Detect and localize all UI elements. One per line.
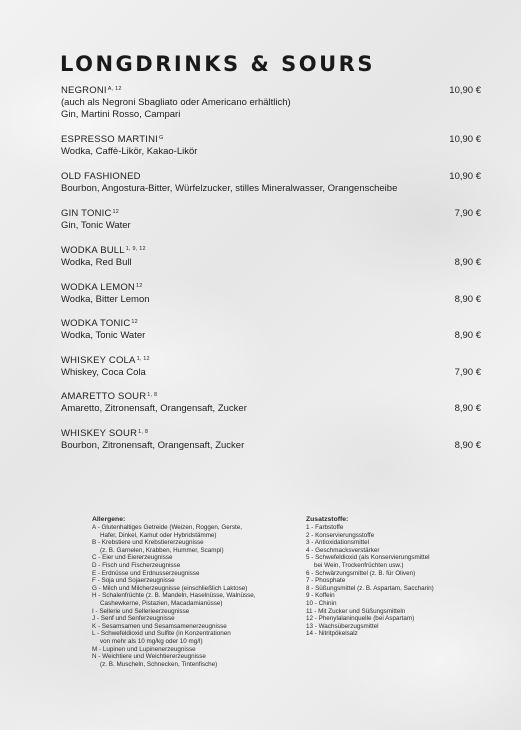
legend-line: (z. B. Muscheln, Schnecken, Tintenfische) — [100, 660, 218, 668]
legend-line: 9 - Koffein — [306, 592, 335, 600]
menu-item — [61, 428, 481, 452]
drink-name: AMARETTO SOUR$^{1, 8}$ — [61, 391, 158, 402]
allergens-legend — [92, 516, 256, 668]
legend-line: bei Wein, Trockenfrüchten usw.) — [314, 562, 404, 570]
drink-name: GIN TONIC$^{12}$ — [61, 208, 120, 219]
additive-codes: 12 — [131, 319, 138, 325]
legend-line: (z. B. Garnelen, Krabben, Hummer, Scampi) — [100, 546, 224, 554]
legend-line: 8 - Süßungsmittel (z. B. Aspartam, Saccharin) — [306, 584, 434, 592]
additive-codes: A, 12 — [107, 86, 122, 92]
legend-line: 6 - Schwärzungsmittel (z. B. für Oliven) — [306, 569, 416, 577]
drink-description: (auch als Negroni Sbagliato oder Americano erhältlich) — [61, 97, 291, 108]
menu-item — [61, 355, 481, 379]
legend-line: F - Soja und Sojaerzeugnisse — [92, 577, 175, 585]
legend-line: G - Milch und Milcherzeugnisse (einschließlich Laktose) — [92, 584, 248, 592]
additive-codes: 1, 8 — [138, 429, 149, 435]
additives-legend — [306, 516, 434, 638]
menu-item — [61, 134, 481, 158]
additive-codes: 1, 12 — [136, 356, 150, 362]
legend-line: 7 - Phosphate — [306, 577, 346, 585]
drink-price: 8,90 € — [454, 257, 481, 268]
legend-line: 4 - Geschmacksverstärker — [306, 546, 380, 554]
legend-line: M - Lupinen und Lupinenerzeugnisse — [92, 645, 196, 653]
legend-line: 2 - Konservierungsstoffe — [306, 531, 375, 539]
legend-line: E - Erdnüsse und Erdnusserzeugnisse — [92, 569, 200, 577]
additive-codes: 12 — [112, 209, 120, 215]
page-title: LONGDRINKS & SOURS — [60, 52, 375, 76]
legend-line: von mehr als 10 mg/kg oder 10 mg/l) — [100, 638, 203, 645]
legend-line: C - Eier und Eiererzeugnisse — [92, 554, 173, 562]
drink-description: Wodka, Bitter Lemon — [61, 294, 150, 305]
drink-price: 7,90 € — [454, 208, 481, 219]
additive-codes: 1, 8 — [147, 392, 158, 398]
additive-codes: G — [159, 135, 164, 141]
legend-line: H - Schalenfrüchte (z. B. Mandeln, Haselnüsse, Walnüsse, — [92, 592, 256, 600]
drink-description: Gin, Martini Rosso, Campari — [61, 109, 181, 120]
drink-price: 8,90 € — [454, 403, 481, 414]
legend-line: I - Sellerie und Sellerieerzeugnisse — [92, 607, 190, 615]
legend-line: L - Schwefeldioxid und Sulfite (in Konzentrationen — [92, 630, 231, 638]
legend-line: N - Weichtiere und Weichtiererzeugnisse — [92, 653, 206, 661]
legend-line: Hafer, Dinkel, Kamut oder Hybridstämme) — [100, 531, 217, 539]
legend-line: 10 - Chinin — [306, 600, 337, 608]
additive-codes: 12 — [136, 283, 143, 289]
legend-line: 14 - Nitritpökelsalz — [306, 630, 358, 638]
menu-item — [61, 318, 481, 342]
drink-description: Bourbon, Angostura-Bitter, Würfelzucker, stilles Mineralwasser, Orangenscheibe — [61, 183, 398, 194]
drink-price: 10,90 € — [449, 134, 481, 145]
drink-description: Whiskey, Coca Cola — [61, 367, 146, 378]
drink-name: WODKA BULL$^{1, 9, 12}$ — [61, 245, 146, 256]
drink-price: 8,90 € — [454, 440, 481, 451]
drink-price: 8,90 € — [454, 330, 481, 341]
drink-description: Amaretto, Zitronensaft, Orangensaft, Zucker — [61, 403, 247, 414]
legend-line: B - Krebstiere und Krebstiererzeugnisse — [92, 539, 204, 547]
drink-name: WODKA LEMON$^{12}$ — [61, 282, 143, 293]
legend-line: 3 - Antioxidationsmittel — [306, 539, 369, 547]
legend-heading: Allergene: — [92, 516, 126, 523]
menu-item — [61, 391, 481, 415]
additive-codes: 1, 9, 12 — [125, 246, 146, 252]
drink-description: Wodka, Red Bull — [61, 257, 132, 268]
drink-price: 8,90 € — [454, 294, 481, 305]
drink-name: OLD FASHIONED — [61, 171, 141, 182]
legend-line: 13 - Wachsüberzugsmittel — [306, 622, 379, 630]
legend-line: K - Sesamsamen und Sesamsamenerzeugnisse — [92, 622, 227, 630]
menu-item — [61, 171, 481, 195]
legend-line: 1 - Farbstoffe — [306, 524, 344, 532]
legend-line: A - Glutenhaltiges Getreide (Weizen, Roggen, Gerste, — [92, 524, 243, 532]
drink-price: 10,90 € — [449, 171, 481, 182]
legend-line: 5 - Schwefeldioxid (als Konservierungsmittel — [306, 554, 430, 562]
menu-item — [61, 208, 481, 232]
menu-item — [61, 245, 481, 269]
drink-name: ESPRESSO $MARTINI^G$ — [61, 134, 164, 145]
legend-line: J - Senf und Senferzeugnisse — [92, 615, 175, 623]
drink-price: 10,90 € — [449, 85, 481, 96]
legend-line: D - Fisch und Fischerzeugnisse — [92, 562, 181, 570]
drink-description: Wodka, Tonic Water — [61, 330, 146, 341]
legend-line: 11 - Mit Zucker und Süßungsmitteln — [306, 607, 406, 615]
drink-name: WHISKEY SOUR$^{1, 8}$ — [61, 428, 149, 439]
drink-name: WHISKEY COLA$^{1, 12}$ — [61, 355, 150, 366]
legend-line: Cashewkerne, Pistazien, Macadamianüsse) — [100, 600, 223, 608]
drink-description: Gin, Tonic Water — [61, 220, 131, 231]
legend-heading: Zusatzstoffe: — [306, 516, 349, 523]
legend-line: 12 - Phenylalaninquelle (bei Aspartam) — [306, 615, 415, 623]
menu-item — [61, 85, 481, 121]
drink-name: $NEGRONI^{A, 12}$ — [61, 85, 122, 96]
menu-item — [61, 282, 481, 306]
drink-price: 7,90 € — [454, 367, 481, 378]
drink-description: Wodka, Caffè-Likör, Kakao-Likör — [61, 146, 198, 157]
drink-description: Bourbon, Zitronensaft, Orangensaft, Zucker — [61, 440, 245, 451]
drink-name: WODKA TONIC$^{12}$ — [61, 318, 138, 329]
